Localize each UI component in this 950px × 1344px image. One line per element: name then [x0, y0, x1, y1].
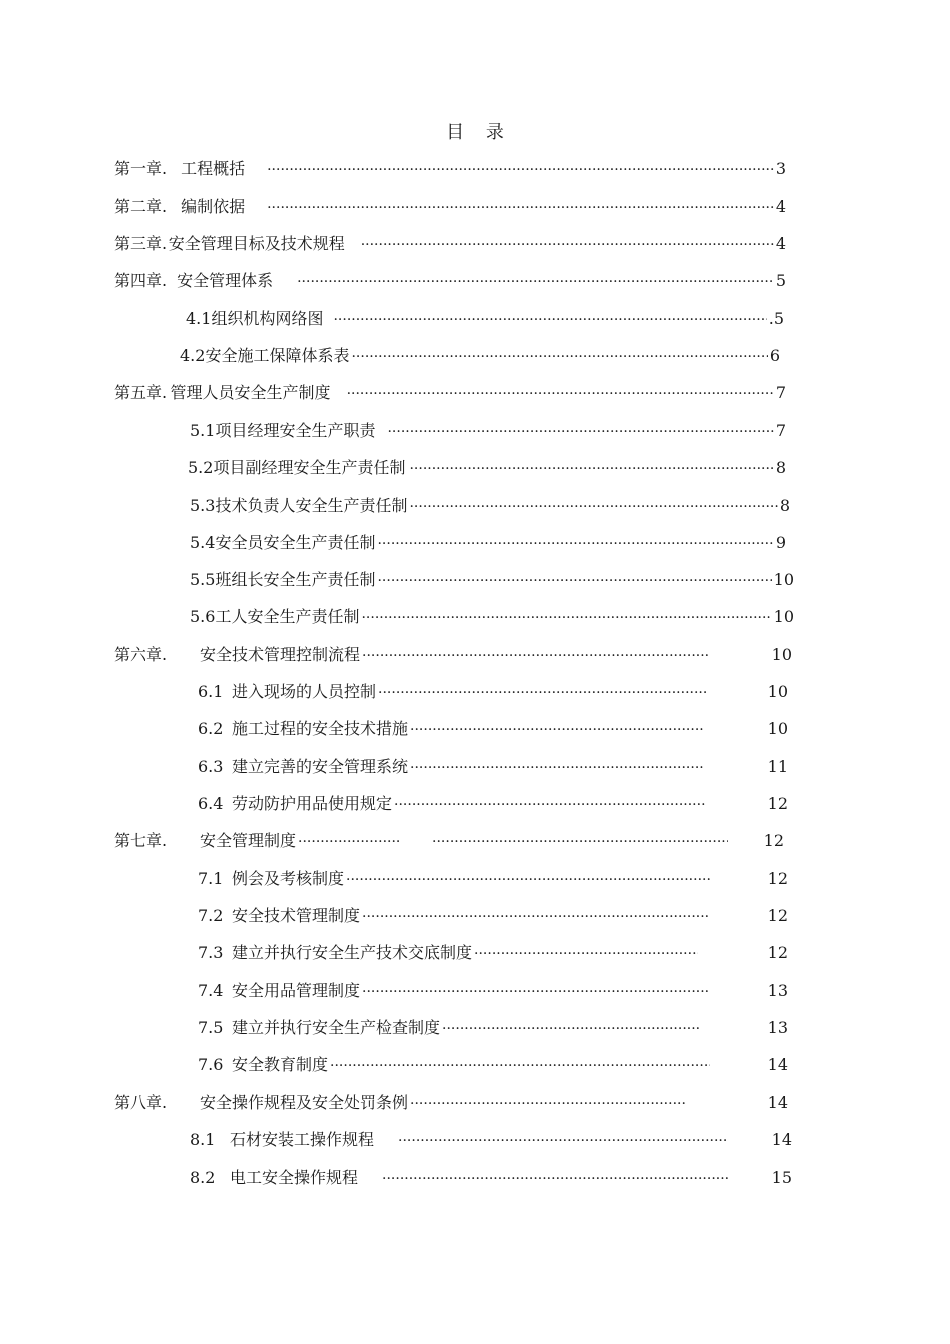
toc-title: 目 录	[446, 122, 512, 143]
dot-leader	[387, 419, 773, 443]
dot-leader	[267, 157, 774, 181]
entry-page: 6	[769, 346, 780, 365]
entry-title: 编制依据	[181, 197, 246, 216]
dot-leader	[333, 307, 766, 331]
dot-leader	[394, 792, 706, 816]
entry-page: 15	[771, 1168, 792, 1187]
entry-title: 安全管理制度	[200, 831, 297, 850]
entry-page: 10	[767, 719, 788, 738]
dot-leader	[410, 717, 704, 741]
toc-entry[interactable]	[114, 381, 786, 405]
entry-number: 5.5	[190, 570, 216, 589]
entry-page: 8	[775, 458, 786, 477]
entry-number: 5.6	[190, 607, 216, 626]
entry-number: 第四章.	[114, 271, 168, 290]
entry-title: 石材安装工操作规程	[230, 1130, 375, 1149]
entry-title: 例会及考核制度	[232, 869, 345, 888]
toc-entry[interactable]	[198, 1053, 788, 1077]
entry-page: 12	[767, 943, 788, 962]
entry-number: 第二章.	[114, 197, 168, 216]
toc-entry[interactable]	[190, 419, 786, 443]
entry-number: 4.1	[186, 309, 212, 328]
entry-title: 劳动防护用品使用规定	[232, 794, 393, 813]
entry-page: 12	[767, 794, 788, 813]
toc-entry[interactable]	[198, 867, 788, 891]
dot-leader	[410, 1091, 686, 1115]
toc-entry[interactable]	[114, 157, 786, 181]
entry-page: 8	[779, 496, 790, 515]
toc-entry[interactable]	[114, 829, 784, 853]
entry-title: 工程概括	[181, 159, 246, 178]
toc-entry[interactable]	[190, 605, 794, 629]
dot-leader	[330, 1053, 710, 1077]
entry-title: 班组长安全生产责任制	[215, 570, 376, 589]
entry-title: 安全施工保障体系表	[205, 346, 350, 365]
toc-entry[interactable]	[198, 1016, 788, 1040]
dot-leader	[378, 680, 708, 704]
dot-leader	[362, 904, 708, 928]
dot-leader	[361, 232, 774, 256]
entry-page: 14	[767, 1055, 788, 1074]
dot-leader	[409, 494, 777, 518]
entry-page: 4	[775, 234, 786, 253]
dot-leader	[474, 941, 698, 965]
entry-number: 7.5	[198, 1018, 224, 1037]
dot-leader	[377, 568, 771, 592]
entry-number: 7.1	[198, 869, 224, 888]
toc-entry[interactable]	[198, 717, 788, 741]
toc-entry[interactable]	[190, 531, 786, 555]
entry-title: 项目副经理安全生产责任制	[213, 458, 406, 477]
dot-leader	[382, 1166, 728, 1190]
dot-leader	[432, 829, 728, 853]
entry-title: 技术负责人安全生产责任制	[215, 496, 408, 515]
entry-page: 10	[773, 607, 794, 626]
entry-number: 5.1	[190, 421, 216, 440]
entry-page: 12	[763, 831, 784, 850]
entry-number: 6.4	[198, 794, 224, 813]
entry-page: 9	[775, 533, 786, 552]
entry-page: 10	[773, 570, 794, 589]
entry-number: 第一章.	[114, 159, 168, 178]
entry-number: 7.2	[198, 906, 224, 925]
toc-entry[interactable]	[190, 494, 790, 518]
toc-entry[interactable]	[188, 456, 786, 480]
toc-entry[interactable]	[190, 1128, 792, 1152]
dot-leader	[361, 605, 771, 629]
entry-number: 6.3	[198, 757, 224, 776]
toc-entry[interactable]	[198, 680, 788, 704]
toc-entry[interactable]	[198, 792, 788, 816]
entry-page: 7	[775, 383, 786, 402]
entry-title: 管理人员安全生产制度	[170, 383, 331, 402]
entry-title: 安全教育制度	[232, 1055, 329, 1074]
entry-page: 10	[771, 645, 792, 664]
entry-title: 安全用品管理制度	[232, 981, 361, 1000]
entry-number: 7.4	[198, 981, 224, 1000]
entry-number: 第七章.	[114, 831, 168, 850]
toc-entry[interactable]	[198, 979, 788, 1003]
toc-entry[interactable]	[190, 1166, 792, 1190]
dot-leader	[398, 1128, 728, 1152]
dot-leader	[297, 269, 774, 293]
entry-title: 安全操作规程及安全处罚条例	[200, 1093, 409, 1112]
entry-title: 组织机构网络图	[211, 309, 324, 328]
entry-title: 安全技术管理制度	[232, 906, 361, 925]
entry-page: 12	[767, 869, 788, 888]
entry-page: 10	[767, 682, 788, 701]
entry-number: 5.2	[188, 458, 214, 477]
toc-entry[interactable]	[180, 344, 780, 368]
entry-number: 4.2	[180, 346, 206, 365]
entry-number: 8.1	[190, 1130, 216, 1149]
entry-title: 电工安全操作规程	[230, 1168, 359, 1187]
toc-entry[interactable]	[114, 643, 792, 667]
entry-number: 6.2	[198, 719, 224, 738]
entry-page: 12	[767, 906, 788, 925]
entry-title: 安全技术管理控制流程	[200, 645, 361, 664]
entry-page: 14	[771, 1130, 792, 1149]
entry-title: 建立完善的安全管理系统	[232, 757, 409, 776]
entry-page: 7	[775, 421, 786, 440]
dot-leader	[346, 867, 710, 891]
dot-leader	[362, 979, 708, 1003]
toc-entry[interactable]	[198, 904, 788, 928]
entry-page: 13	[767, 981, 788, 1000]
entry-number: 第三章.	[114, 234, 168, 253]
dot-leader	[347, 381, 774, 405]
entry-page: 13	[767, 1018, 788, 1037]
dot-leader	[442, 1016, 700, 1040]
entry-number: 第六章.	[114, 645, 168, 664]
toc-entry[interactable]	[190, 568, 794, 592]
entry-number: 7.3	[198, 943, 224, 962]
entry-title: 进入现场的人员控制	[232, 682, 377, 701]
entry-page: 4	[775, 197, 786, 216]
entry-page: .5	[768, 309, 784, 328]
toc-entry[interactable]	[114, 195, 786, 219]
entry-number: 7.6	[198, 1055, 224, 1074]
entry-number: 5.4	[190, 533, 216, 552]
entry-page: 5	[775, 271, 786, 290]
entry-number: 第八章.	[114, 1093, 168, 1112]
dot-leader	[410, 755, 704, 779]
entry-title: 安全管理目标及技术规程	[168, 234, 345, 253]
entry-page: 3	[775, 159, 786, 178]
toc-entry[interactable]	[114, 232, 786, 256]
entry-title: 安全员安全生产责任制	[215, 533, 376, 552]
entry-number: 8.2	[190, 1168, 216, 1187]
entry-title: 项目经理安全生产职责	[215, 421, 376, 440]
dot-leader	[298, 829, 400, 853]
entry-title: 建立并执行安全生产检查制度	[232, 1018, 441, 1037]
dot-leader	[409, 456, 773, 480]
toc-entry[interactable]	[198, 755, 788, 779]
entry-title: 建立并执行安全生产技术交底制度	[232, 943, 473, 962]
entry-number: 第五章.	[114, 383, 168, 402]
entry-page: 14	[767, 1093, 788, 1112]
entry-title: 安全管理体系	[177, 271, 274, 290]
toc-entry[interactable]	[198, 941, 788, 965]
dot-leader	[267, 195, 774, 219]
entry-title: 工人安全生产责任制	[215, 607, 360, 626]
dot-leader	[351, 344, 767, 368]
dot-leader	[362, 643, 710, 667]
dot-leader	[377, 531, 773, 555]
entry-page: 11	[767, 757, 788, 776]
entry-number: 5.3	[190, 496, 216, 515]
toc-entry[interactable]	[186, 307, 784, 331]
toc-entry[interactable]	[114, 1091, 788, 1115]
entry-number: 6.1	[198, 682, 224, 701]
toc-entry[interactable]	[114, 269, 786, 293]
entry-title: 施工过程的安全技术措施	[232, 719, 409, 738]
